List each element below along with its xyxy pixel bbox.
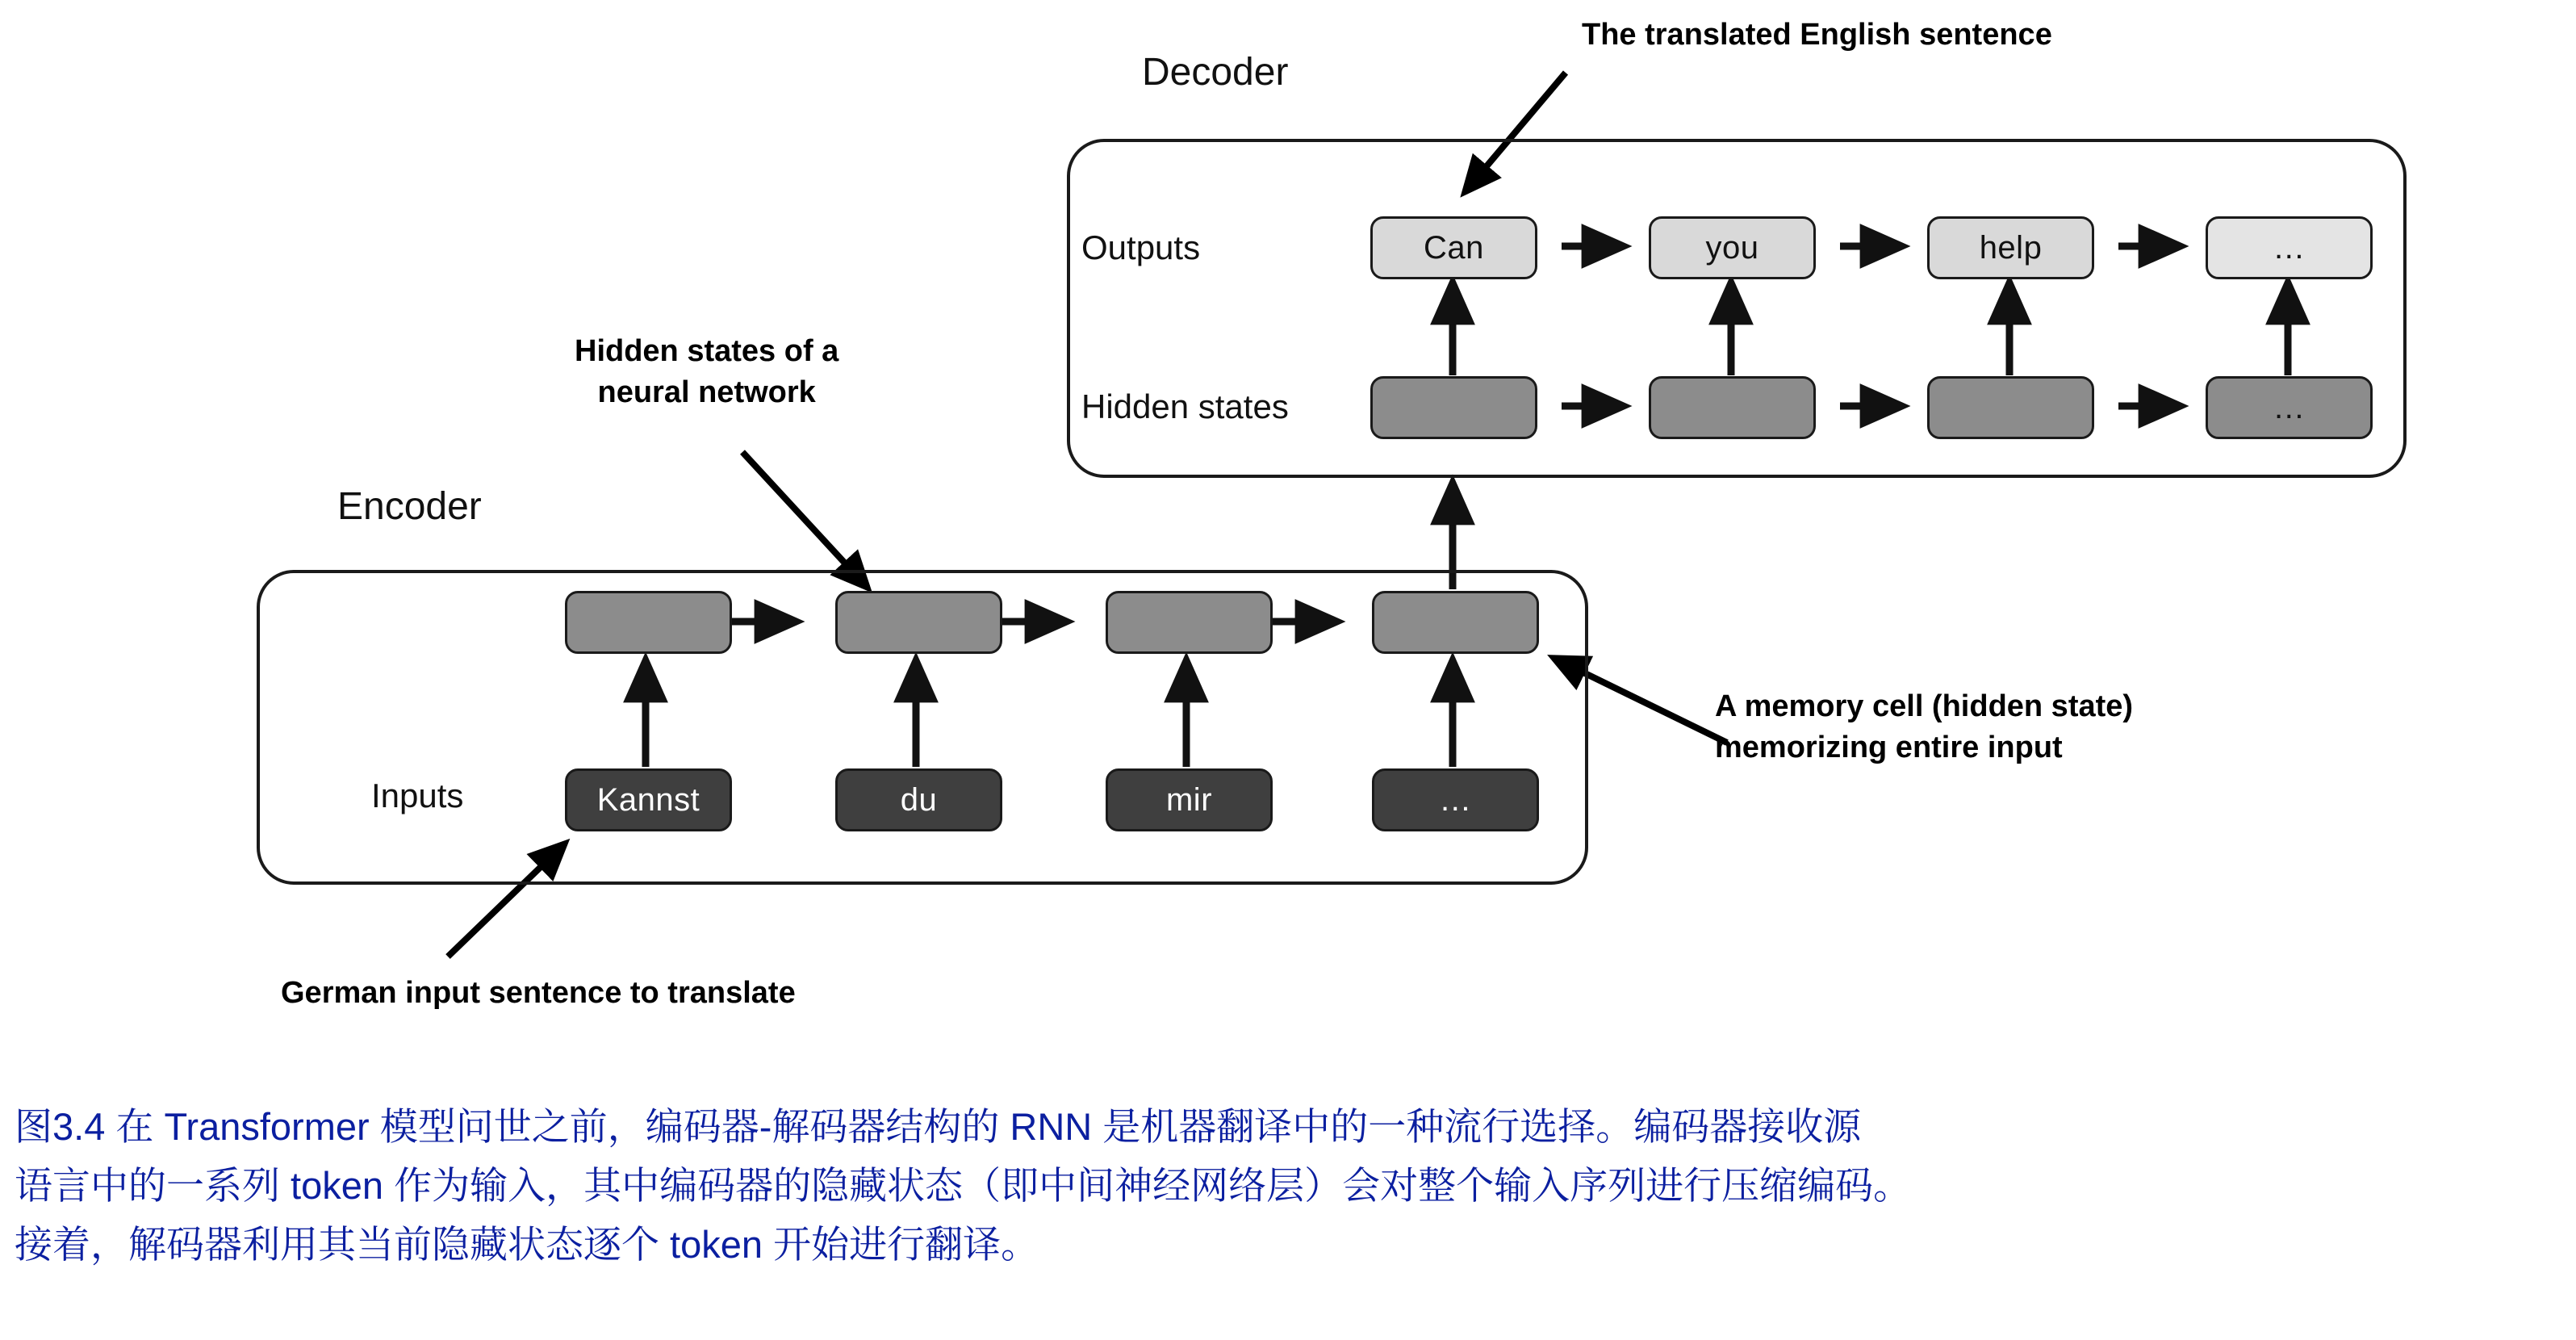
- decoder-output-cell-2[interactable]: help: [1927, 216, 2094, 279]
- decoder-outputs-label: Outputs: [1081, 228, 1201, 266]
- decoder-title: Decoder: [1142, 51, 1289, 94]
- annotation-memory-cell-line1: A memory cell (hidden state): [1715, 689, 2134, 723]
- caption-line-2: 语言中的一系列 token 作为输入，其中编码器的隐藏状态（即中间神经网络层）会对整个输入序列进行压缩编码。: [15, 1163, 1912, 1207]
- encoder-hidden-cell-3[interactable]: [1372, 591, 1539, 654]
- decoder-hidden-cell-2[interactable]: [1927, 376, 2094, 439]
- encoder-hidden-cell-1[interactable]: [835, 591, 1002, 654]
- decoder-hidden-cell-3[interactable]: …: [2206, 376, 2373, 439]
- annotation-hidden-states-line1: Hidden states of a: [575, 334, 839, 368]
- encoder-hidden-cell-0[interactable]: [565, 591, 732, 654]
- decoder-output-cell-0[interactable]: Can: [1370, 216, 1537, 279]
- decoder-hidden-cell-0[interactable]: [1370, 376, 1537, 439]
- annotation-hidden-states: [575, 331, 838, 414]
- encoder-input-cell-2[interactable]: mir: [1106, 768, 1273, 831]
- annotation-german-input: German input sentence to translate: [281, 976, 796, 1010]
- annotation-translated-sentence: The translated English sentence: [1582, 18, 2052, 52]
- decoder-hidden-cell-1[interactable]: [1649, 376, 1816, 439]
- figure-caption: [15, 1098, 2549, 1275]
- caption-line-1: 图3.4 在 Transformer 模型问世之前，编码器-解码器结构的 RNN 是机器翻译中的一种流行选择。编码器接收源: [15, 1105, 1862, 1148]
- decoder-hidden-states-label: Hidden states: [1081, 387, 1289, 425]
- encoder-input-cell-0[interactable]: Kannst: [565, 768, 732, 831]
- encoder-title: Encoder: [337, 485, 482, 528]
- annotation-memory-cell: [1715, 686, 2133, 769]
- annotation-pointer-hidden-states: [742, 452, 868, 588]
- encoder-input-cell-1[interactable]: du: [835, 768, 1002, 831]
- caption-line-3: 接着，解码器利用其当前隐藏状态逐个 token 开始进行翻译。: [15, 1222, 1039, 1266]
- annotation-memory-cell-line2: memorizing entire input: [1715, 731, 2063, 765]
- encoder-inputs-label: Inputs: [371, 777, 464, 814]
- encoder-hidden-cell-2[interactable]: [1106, 591, 1273, 654]
- decoder-output-cell-3[interactable]: …: [2206, 216, 2373, 279]
- encoder-input-cell-3[interactable]: …: [1372, 768, 1539, 831]
- annotation-hidden-states-line2: neural network: [597, 375, 816, 410]
- decoder-output-cell-1[interactable]: you: [1649, 216, 1816, 279]
